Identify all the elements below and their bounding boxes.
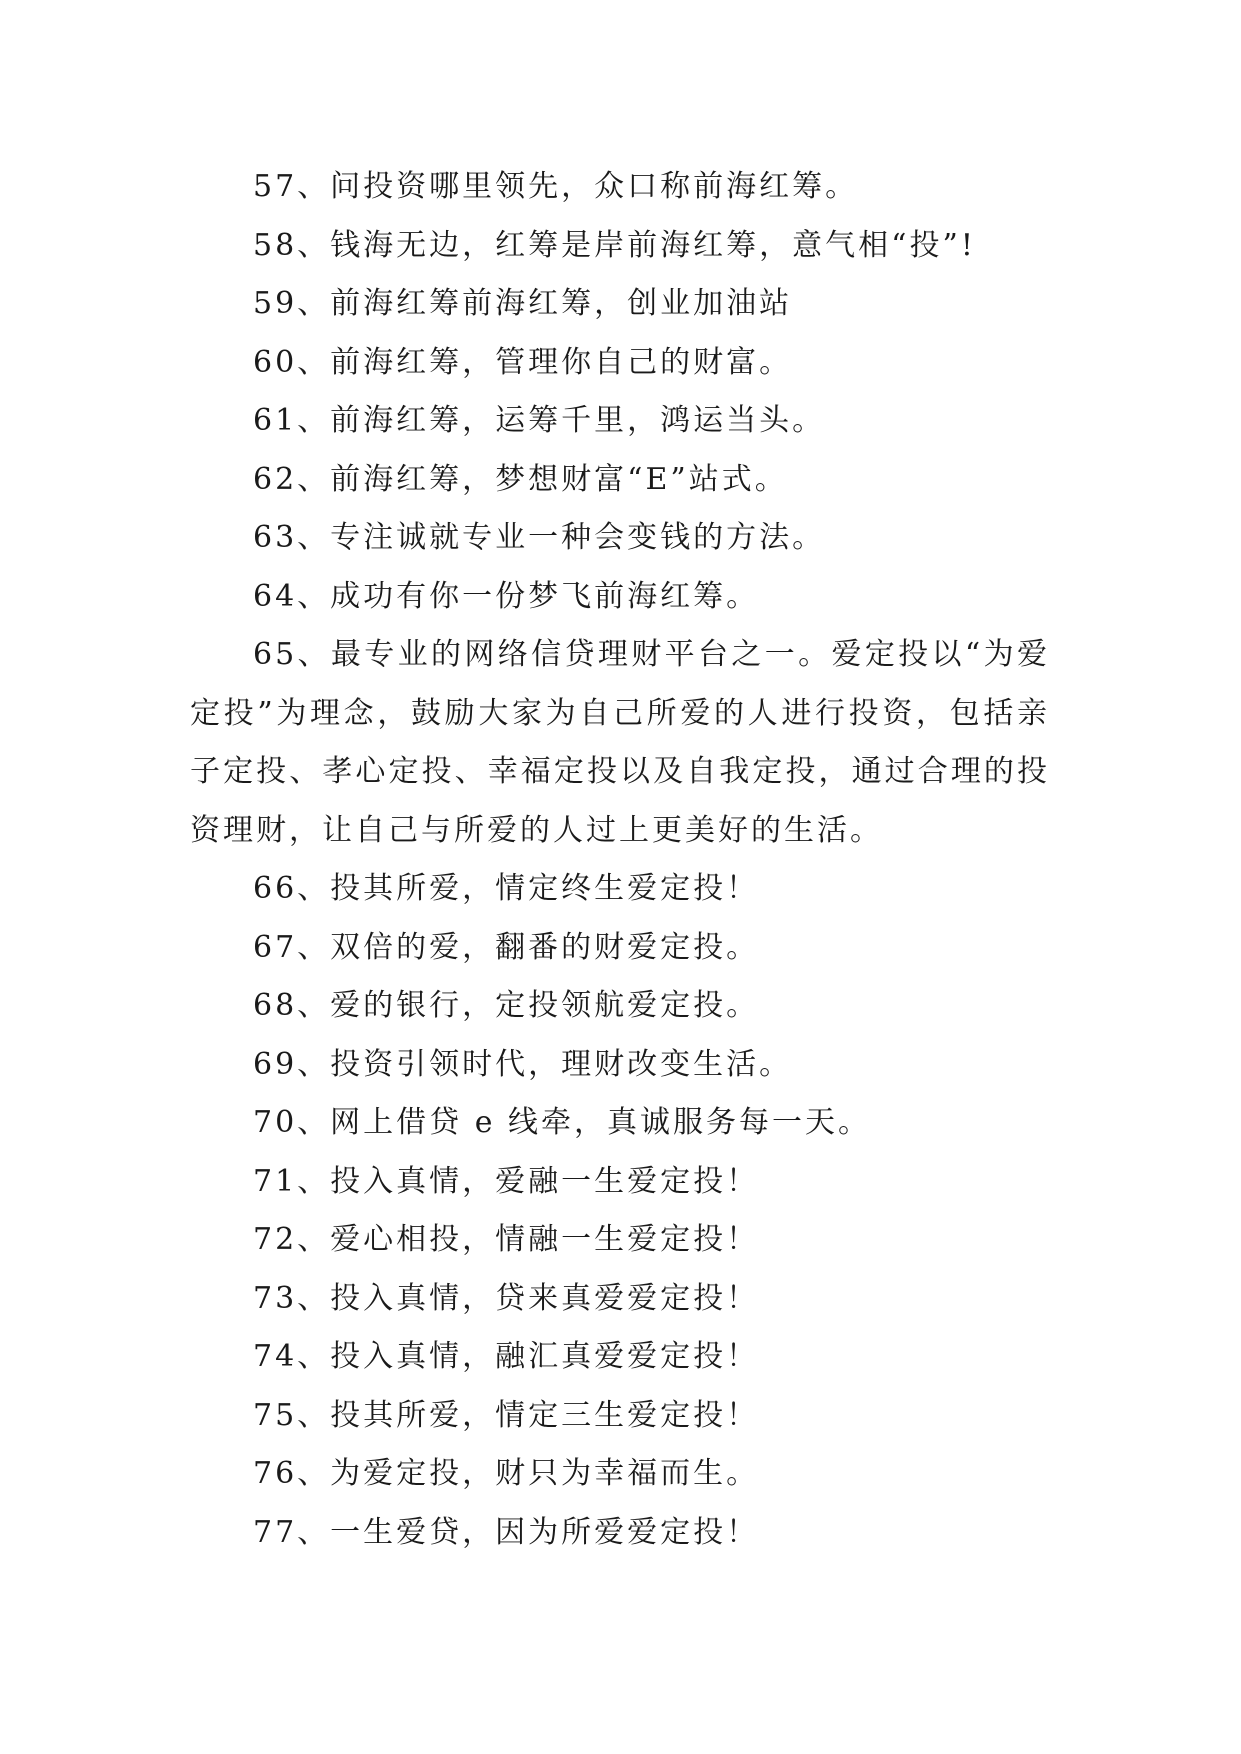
list-item: 59、前海红筹前海红筹，创业加油站: [253, 286, 793, 321]
list-item: 65、最专业的网络信贷理财平台之一。爱定投以“为爱定投”为理念，鼓励大家为自己所爱的人进行投资，包括亲子定投、孝心定投、幸福定投以及自我定投，通过合理的投资理财，让自己与所爱的人过上更美好的生活。: [190, 637, 1050, 848]
list-item: 57、问投资哪里领先，众口称前海红筹。: [253, 169, 859, 204]
list-item: 62、前海红筹，梦想财富“E”站式。: [253, 461, 788, 497]
list-item: 60、前海红筹，管理你自己的财富。: [253, 344, 793, 380]
list-item: 68、爱的银行，定投领航爱定投。: [253, 988, 760, 1023]
list-item: 67、双倍的爱，翻番的财爱定投。: [253, 929, 760, 965]
list-item: 63、专注诚就专业一种会变钱的方法。: [253, 520, 826, 555]
list-item: 61、前海红筹，运筹千里，鸿运当头。: [253, 403, 826, 438]
list-item: 76、为爱定投，财只为幸福而生。: [253, 1456, 760, 1491]
list-item: 64、成功有你一份梦飞前海红筹。: [253, 578, 760, 614]
list-item: 71、投入真情，爱融一生爱定投！: [253, 1163, 760, 1199]
list-item: 69、投资引领时代，理财改变生活。: [253, 1046, 793, 1082]
document-body: [190, 158, 1050, 1562]
list-item: 75、投其所爱，情定三生爱定投！: [253, 1397, 760, 1433]
list-item: 77、一生爱贷，因为所爱爱定投！: [253, 1514, 760, 1550]
list-item: 73、投入真情，贷来真爱爱定投！: [253, 1280, 760, 1316]
list-item: 70、网上借贷 e 线牵，真诚服务每一天。: [253, 1105, 871, 1140]
list-item: 58、钱海无边，红筹是岸前海红筹，意气相“投”!: [253, 227, 976, 263]
list-item: 74、投入真情，融汇真爱爱定投！: [253, 1339, 760, 1374]
list-item: 72、爱心相投，情融一生爱定投！: [253, 1222, 760, 1257]
list-item: 66、投其所爱，情定终生爱定投！: [253, 871, 760, 906]
